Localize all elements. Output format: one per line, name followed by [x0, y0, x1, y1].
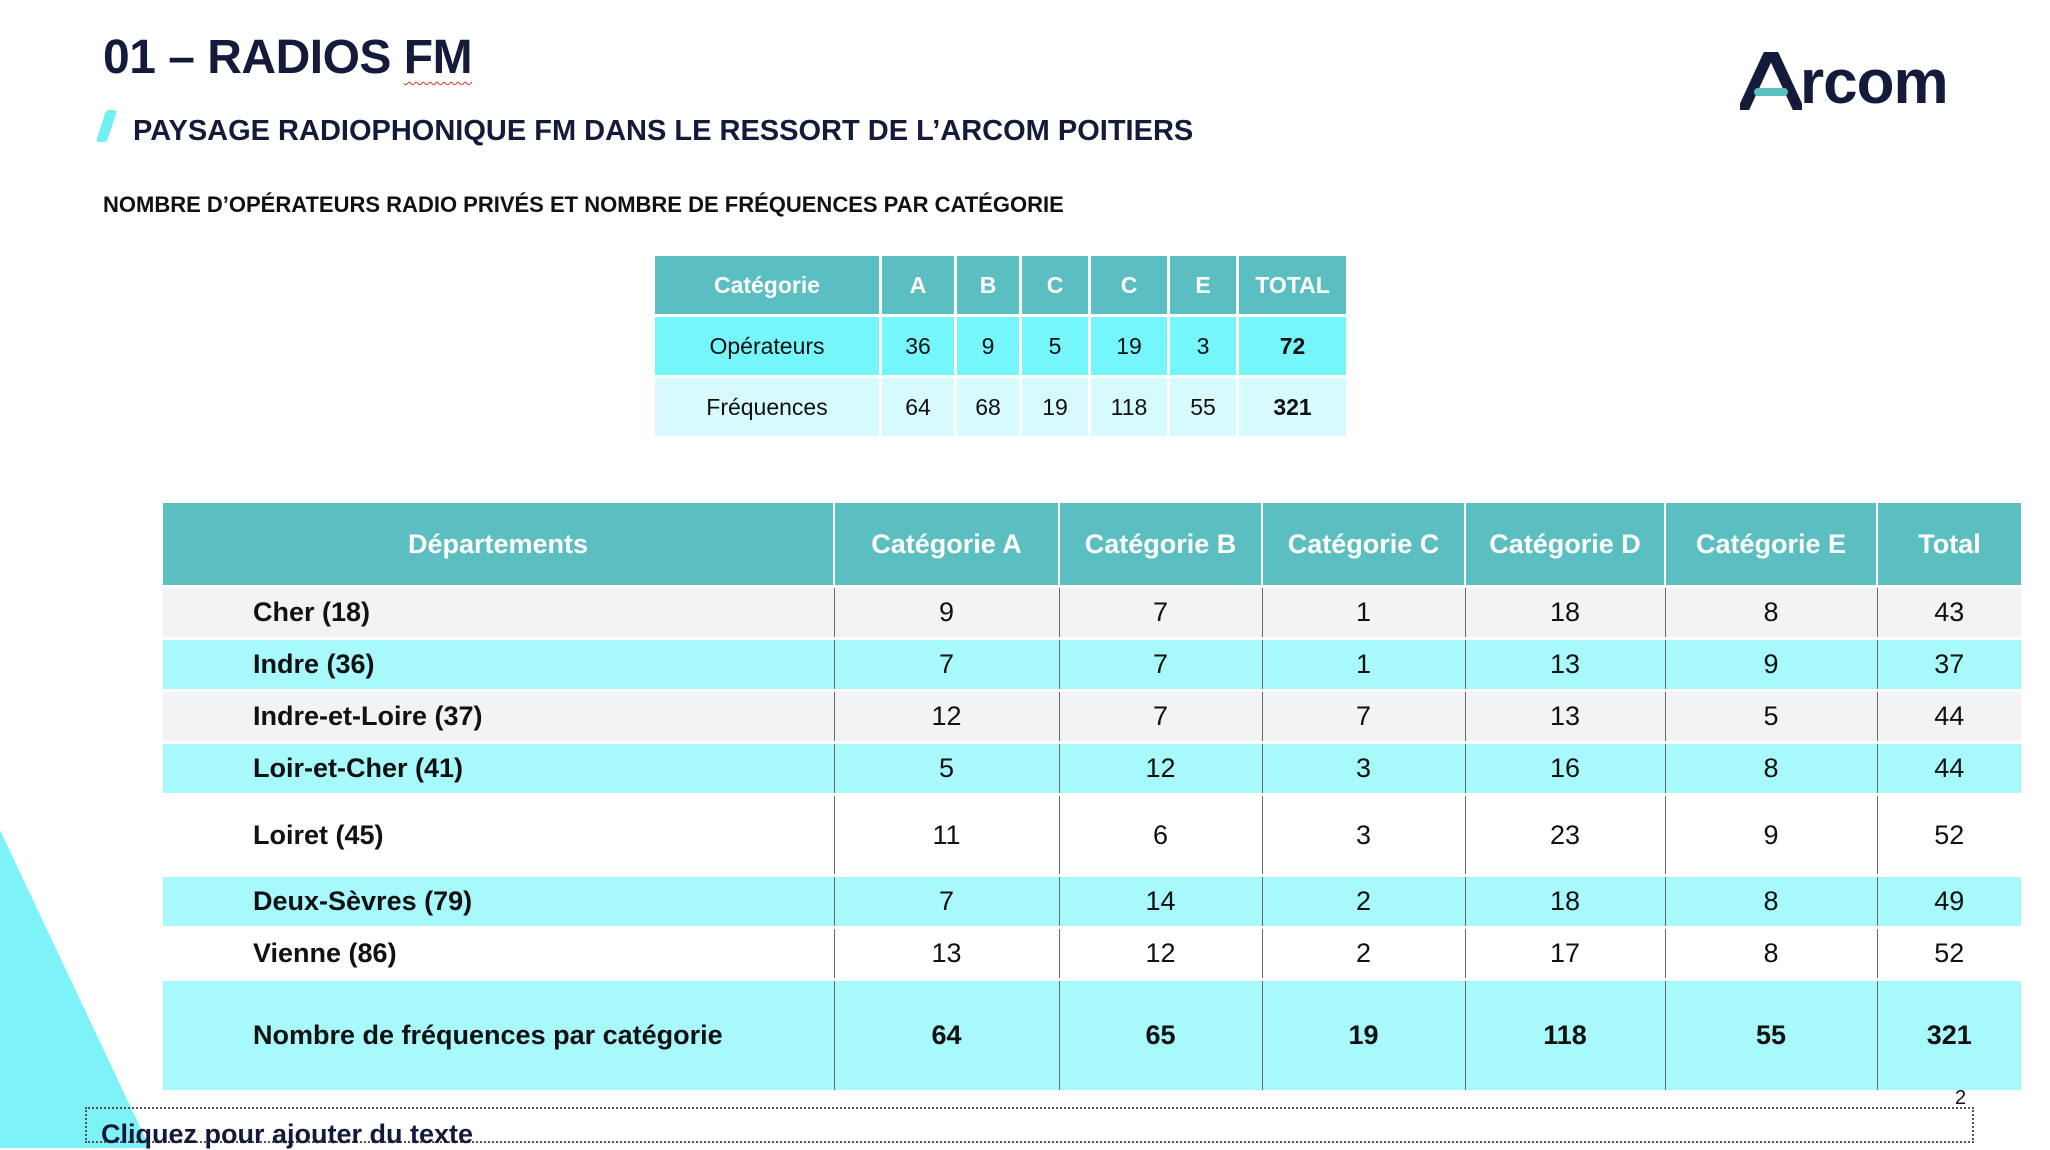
departments-table — [163, 503, 2021, 1090]
table-cell: 49 — [1877, 876, 2021, 928]
page-number: 2 — [1955, 1087, 1967, 1109]
summary-cell: 19 — [1021, 377, 1090, 438]
summary-cell: 36 — [881, 316, 956, 377]
table-cell: 16 — [1465, 743, 1665, 795]
table-row — [163, 928, 2021, 980]
total-row — [163, 980, 2021, 1090]
table-cell: 9 — [834, 587, 1059, 639]
summary-header-cell: C — [1021, 255, 1090, 316]
summary-row-frequences — [654, 377, 1348, 438]
summary-header-row — [654, 255, 1348, 316]
page-title: 01 – RADIOS FM — [103, 31, 473, 84]
table-cell: 12 — [1059, 743, 1262, 795]
summary-header-cell: Catégorie — [654, 255, 881, 316]
table-cell: 9 — [1665, 795, 1877, 876]
table-cell: 7 — [1262, 691, 1465, 743]
table-cell: 7 — [834, 876, 1059, 928]
summary-row-operateurs — [654, 316, 1348, 377]
departments-header-cell: Catégorie E — [1665, 503, 1877, 587]
summary-header-cell: C — [1090, 255, 1169, 316]
department-name: Loir-et-Cher (41) — [163, 743, 834, 795]
table-cell: 52 — [1877, 928, 2021, 980]
table-cell: 23 — [1465, 795, 1665, 876]
table-cell: 52 — [1877, 795, 2021, 876]
department-name: Indre-et-Loire (37) — [163, 691, 834, 743]
department-name: Vienne (86) — [163, 928, 834, 980]
department-name: Cher (18) — [163, 587, 834, 639]
table-cell: 1 — [1262, 587, 1465, 639]
departments-header-cell: Catégorie A — [834, 503, 1059, 587]
arcom-logo — [1740, 48, 1948, 117]
table-cell: 7 — [1059, 587, 1262, 639]
table-cell: 18 — [1465, 587, 1665, 639]
department-name: Loiret (45) — [163, 795, 834, 876]
table-cell: 18 — [1465, 876, 1665, 928]
table-cell: 44 — [1877, 691, 2021, 743]
table-cell: 43 — [1877, 587, 2021, 639]
table-row — [163, 587, 2021, 639]
table-cell: 2 — [1262, 876, 1465, 928]
section-title: NOMBRE D’OPÉRATEURS RADIO PRIVÉS ET NOMBRE DE FRÉQUENCES PAR CATÉGORIE — [103, 192, 1064, 217]
table-row — [163, 639, 2021, 691]
summary-cell: 9 — [956, 316, 1021, 377]
table-cell: 6 — [1059, 795, 1262, 876]
total-cell: 19 — [1262, 980, 1465, 1090]
departments-header-cell: Départements — [163, 503, 834, 587]
summary-cell: 19 — [1090, 316, 1169, 377]
table-cell: 8 — [1665, 876, 1877, 928]
table-cell: 8 — [1665, 743, 1877, 795]
table-cell: 5 — [1665, 691, 1877, 743]
total-cell: 65 — [1059, 980, 1262, 1090]
table-cell: 17 — [1465, 928, 1665, 980]
table-cell: 1 — [1262, 639, 1465, 691]
table-cell: 7 — [834, 639, 1059, 691]
total-cell: 55 — [1665, 980, 1877, 1090]
table-cell: 12 — [834, 691, 1059, 743]
department-name: Deux-Sèvres (79) — [163, 876, 834, 928]
table-cell: 5 — [834, 743, 1059, 795]
table-cell: 8 — [1665, 587, 1877, 639]
table-cell: 13 — [834, 928, 1059, 980]
table-cell: 11 — [834, 795, 1059, 876]
table-cell: 37 — [1877, 639, 2021, 691]
total-cell: 64 — [834, 980, 1059, 1090]
text-placeholder[interactable] — [85, 1107, 1974, 1149]
summary-header-cell: TOTAL — [1238, 255, 1348, 316]
table-row — [163, 876, 2021, 928]
summary-table — [652, 253, 1349, 439]
summary-header-cell: E — [1169, 255, 1238, 316]
total-cell: 321 — [1877, 980, 2021, 1090]
summary-header-cell: A — [881, 255, 956, 316]
table-cell: 7 — [1059, 639, 1262, 691]
departments-header-row — [163, 503, 2021, 587]
summary-cell: 118 — [1090, 377, 1169, 438]
table-cell: 3 — [1262, 743, 1465, 795]
total-row-label: Nombre de fréquences par catégorie — [163, 980, 834, 1090]
table-cell: 12 — [1059, 928, 1262, 980]
departments-header-cell: Catégorie D — [1465, 503, 1665, 587]
summary-cell: Opérateurs — [654, 316, 881, 377]
department-name: Indre (36) — [163, 639, 834, 691]
logo-text: rcom — [1800, 48, 1948, 117]
placeholder-text: Cliquez pour ajouter du texte — [101, 1119, 474, 1149]
table-cell: 2 — [1262, 928, 1465, 980]
summary-total-cell: 72 — [1238, 316, 1348, 377]
page-subtitle: PAYSAGE RADIOPHONIQUE FM DANS LE RESSORT DE L’ARCOM POITIERS — [133, 115, 1194, 147]
table-row — [163, 795, 2021, 876]
summary-cell: Fréquences — [654, 377, 881, 438]
table-row — [163, 743, 2021, 795]
table-cell: 13 — [1465, 691, 1665, 743]
summary-cell: 64 — [881, 377, 956, 438]
table-cell: 7 — [1059, 691, 1262, 743]
logo-a-icon — [1740, 52, 1802, 110]
summary-header-cell: B — [956, 255, 1021, 316]
total-cell: 118 — [1465, 980, 1665, 1090]
table-cell: 44 — [1877, 743, 2021, 795]
summary-cell: 68 — [956, 377, 1021, 438]
table-cell: 14 — [1059, 876, 1262, 928]
table-cell: 8 — [1665, 928, 1877, 980]
summary-cell: 55 — [1169, 377, 1238, 438]
table-cell: 9 — [1665, 639, 1877, 691]
table-row — [163, 691, 2021, 743]
table-cell: 13 — [1465, 639, 1665, 691]
summary-cell: 5 — [1021, 316, 1090, 377]
departments-header-cell: Total — [1877, 503, 2021, 587]
departments-header-cell: Catégorie C — [1262, 503, 1465, 587]
table-cell: 3 — [1262, 795, 1465, 876]
summary-cell: 3 — [1169, 316, 1238, 377]
departments-header-cell: Catégorie B — [1059, 503, 1262, 587]
summary-total-cell: 321 — [1238, 377, 1348, 438]
